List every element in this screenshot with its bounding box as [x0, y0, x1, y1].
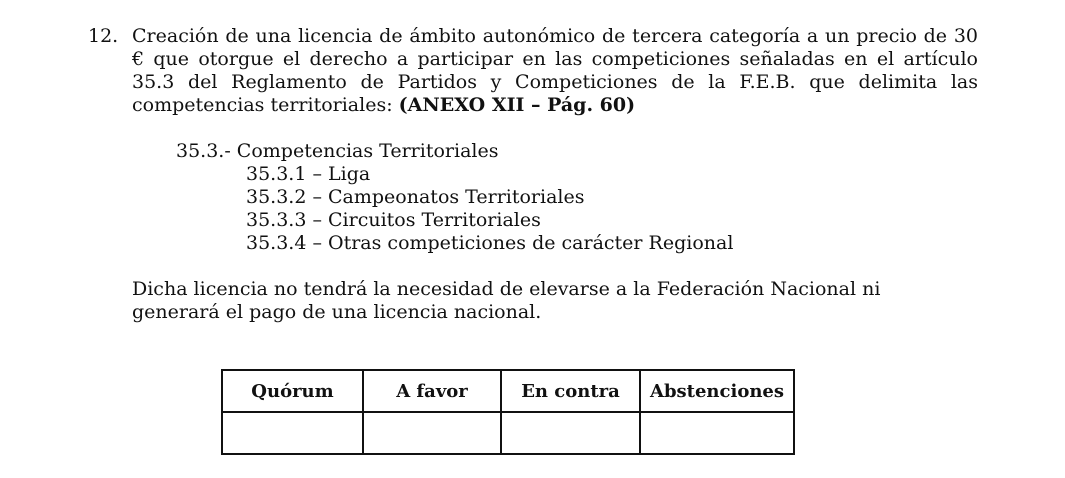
competencias-heading: 35.3.- Competencias Territoriales	[176, 140, 499, 162]
vote-value-row	[222, 412, 794, 454]
header-en-contra: En contra	[501, 370, 640, 412]
competencias-list	[246, 163, 733, 255]
vote-table	[221, 369, 795, 455]
value-quorum	[222, 412, 363, 454]
competencia-item: 35.3.3 – Circuitos Territoriales	[246, 209, 541, 231]
value-en-contra	[501, 412, 640, 454]
value-abstenciones	[640, 412, 794, 454]
item-text-paragraph	[132, 25, 978, 117]
competencia-item: 35.3.1 – Liga	[246, 163, 371, 185]
item-body	[132, 25, 978, 117]
competencia-item: 35.3.4 – Otras competiciones de carácter Regional	[246, 232, 734, 254]
item-text: Creación de una licencia de ámbito autonómico de tercera categoría a un precio de 30 € que otorgue el derecho a participar en las competiciones señaladas en el artículo 35.3 del Reglamento de Partidos y Competiciones de la F.E.B. que delimita las competencias territoriales:	[132, 25, 978, 116]
annex-reference: (ANEXO XII – Pág. 60)	[398, 94, 636, 116]
licence-note: Dicha licencia no tendrá la necesidad de elevarse a la Federación Nacional ni generará el pago de una licencia nacional.	[132, 278, 881, 323]
competencia-item: 35.3.2 – Campeonatos Territoriales	[246, 186, 585, 208]
header-quorum: Quórum	[222, 370, 363, 412]
header-a-favor: A favor	[363, 370, 501, 412]
header-abstenciones: Abstenciones	[640, 370, 794, 412]
vote-header-row	[222, 370, 794, 412]
value-a-favor	[363, 412, 501, 454]
item-number: 12.	[88, 25, 119, 47]
